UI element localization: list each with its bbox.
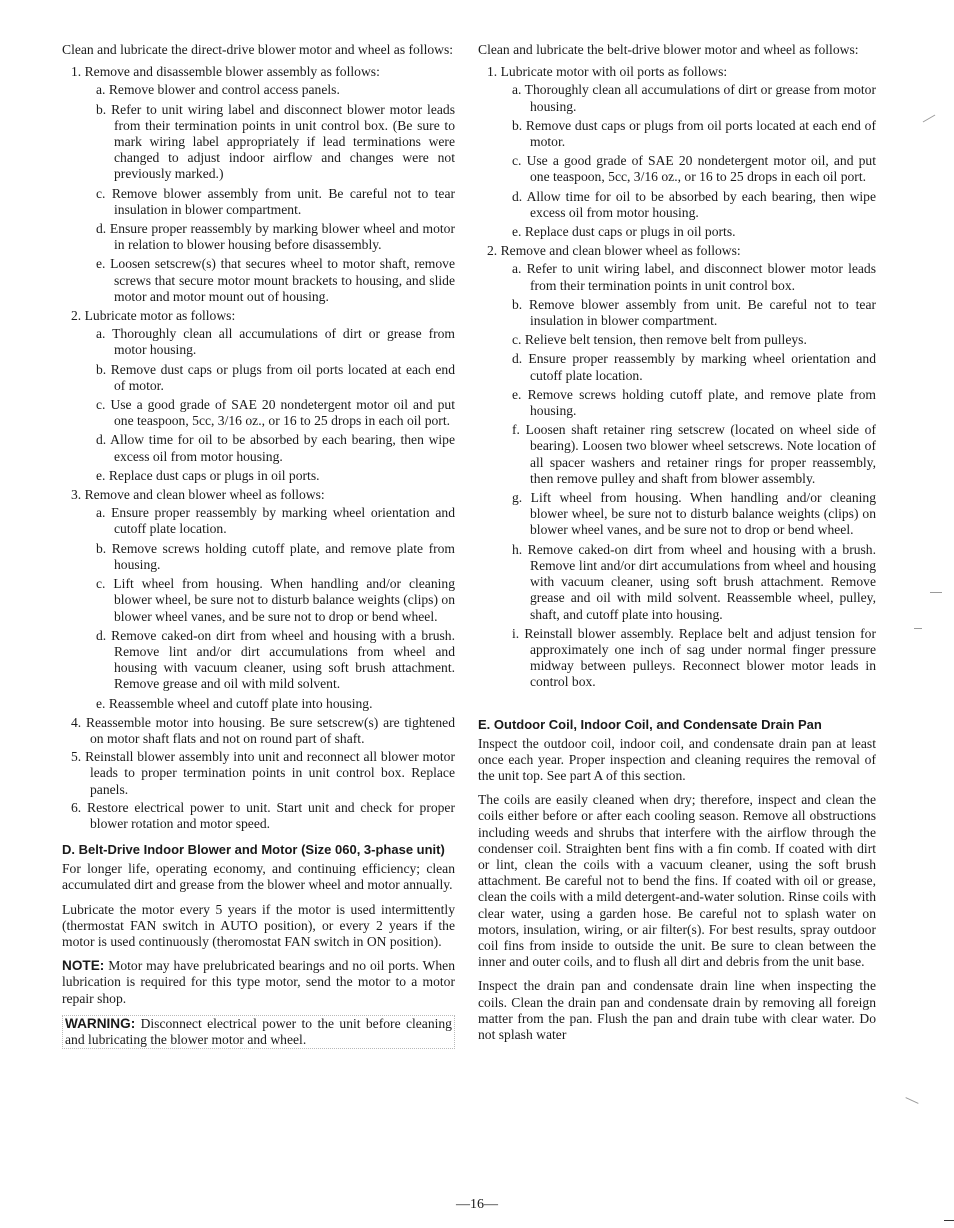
sub-step-text: Reinstall blower assembly. Replace belt and adjust tension for approximately one inch of sag under normal finger pressure midway between pulleys. Reconnect blower motor leads in control box. <box>524 625 876 690</box>
sub-step <box>478 153 876 185</box>
sub-step-letter: b. <box>96 361 107 377</box>
sub-step-text: Remove dust caps or plugs from oil ports located at each end of motor. <box>110 361 455 393</box>
sub-step-text: Use a good grade of SAE 20 nondetergent motor oil, and put one teaspoon, 5cc, 3/16 oz., or 16 to 25 drops in each oil port. <box>526 153 876 185</box>
sub-step <box>62 432 455 464</box>
sub-step-letter: a. <box>96 82 106 98</box>
step-text: Remove and clean blower wheel as follows: <box>84 487 325 503</box>
sub-step-text: Replace dust caps or plugs in oil ports. <box>524 224 736 240</box>
sub-step-text: Thoroughly clean all accumulations of dirt or grease from motor housing. <box>112 326 455 358</box>
sub-step-text: Reassemble wheel and cutoff plate into housing. <box>108 695 373 711</box>
note-text: Motor may have prelubricated bearings and no oil ports. When lubrication is required for this type motor, send the motor to a motor repair shop. <box>62 958 455 1006</box>
right-intro: Clean and lubricate the belt-drive blower motor and wheel as follows: <box>478 42 859 57</box>
sub-step <box>478 82 876 114</box>
sub-step-text: Thoroughly clean all accumulations of dirt or grease from motor housing. <box>524 82 877 114</box>
sub-step <box>478 118 876 150</box>
sub-step-text: Lift wheel from housing. When handling and/or cleaning blower wheel, be sure not to disturb balance weights (clips) on blower wheel vanes, and be sure not to drop or bend wheel. <box>113 576 456 624</box>
sub-step-text: Refer to unit wiring label, and disconnect blower motor leads from their termination points in unit control box. <box>526 261 876 293</box>
sub-step-text: Remove caked-on dirt from wheel and housing with a brush. Remove lint and/or dirt accumulations from wheel and housing with vacuum cleaner, using soft brush attachment. Remove grease and oil with mild solvent. <box>111 627 455 692</box>
note-label: NOTE: <box>62 958 105 974</box>
sub-step <box>62 505 455 537</box>
scan-mark <box>944 1220 954 1221</box>
sub-step-text: Remove screws holding cutoff plate, and remove plate from housing. <box>527 386 876 419</box>
sub-step <box>62 82 455 98</box>
left-intro: Clean and lubricate the direct-drive blower motor and wheel as follows: <box>62 42 454 57</box>
sub-step-text: Remove caked-on dirt from wheel and housing with a brush. Remove lint and/or dirt accumulations from wheel and housing with vacuum cleaner, using soft brush attachment. Remove grease and oil with mild solvent. Reassemble wheel, pulley, shaft, and cutoff plate into housing. <box>527 541 876 622</box>
numbered-step <box>62 749 455 798</box>
sub-step-letter: a. <box>512 82 522 98</box>
numbered-step <box>62 487 455 503</box>
sub-step <box>478 189 876 221</box>
sub-step-letter: c. <box>512 153 522 169</box>
sub-step-letter: d. <box>512 351 523 367</box>
numbered-step <box>62 308 455 324</box>
sub-step <box>478 261 876 293</box>
sub-step-letter: b. <box>512 117 523 133</box>
step-text: Restore electrical power to unit. Start unit and check for proper blower rotation and motor speed. <box>87 799 455 831</box>
sub-step-text: Remove blower assembly from unit. Be careful not to tear insulation in blower compartment. <box>111 185 455 217</box>
sub-step-letter: e. <box>96 256 106 272</box>
sub-step <box>62 326 455 358</box>
section-e-paragraph-1: Inspect the outdoor coil, indoor coil, and condensate drain pan at least once each year. Proper inspection and cleaning requires the removal of the unit top. See part A of this section. <box>478 735 876 783</box>
sub-step <box>62 362 455 394</box>
sub-step-text: Ensure proper reassembly by marking wheel orientation and cutoff plate location. <box>111 505 455 537</box>
sub-step-letter: b. <box>512 296 523 312</box>
warning-box <box>62 1015 455 1049</box>
sub-step-letter: a. <box>512 261 522 277</box>
sub-step <box>478 490 876 539</box>
sub-step-letter: h. <box>512 541 523 557</box>
sub-step-letter: c. <box>96 185 106 201</box>
sub-step-text: Lift wheel from housing. When handling and/or cleaning blower wheel, be sure not to disturb balance weights (clips) on blower wheel vanes, and be sure not to drop or bend wheel. <box>530 490 877 538</box>
sub-step <box>478 224 876 240</box>
sub-step <box>62 628 455 693</box>
warning-label: WARNING: <box>65 1015 136 1031</box>
sub-step-letter: b. <box>96 101 107 117</box>
sub-step-text: Ensure proper reassembly by marking blower wheel and motor in relation to blower housing before disassembly. <box>109 221 456 253</box>
sub-step-letter: c. <box>96 576 106 592</box>
sub-step-letter: e. <box>96 467 106 483</box>
step-text: Remove and disassemble blower assembly as follows: <box>84 64 380 80</box>
sub-step-letter: b. <box>96 540 107 556</box>
sub-step <box>478 387 876 419</box>
sub-step-letter: d. <box>512 188 523 204</box>
sub-step-text: Allow time for oil to be absorbed by each bearing, then wipe excess oil from motor housing. <box>526 188 876 220</box>
numbered-step <box>62 64 455 80</box>
step-text: Lubricate motor with oil ports as follows: <box>500 64 728 80</box>
section-d-heading: D. Belt-Drive Indoor Blower and Motor (Size 060, 3-phase unit) <box>62 842 445 858</box>
sub-step-text: Remove blower and control access panels. <box>108 82 340 98</box>
step-number: 1. <box>487 64 498 80</box>
scan-mark <box>905 1097 918 1104</box>
sub-step-text: Loosen shaft retainer ring setscrew (located on wheel side of bearing). Loosen two blower wheel setscrews. Note location of all spacer washers and retainer rings for proper reassembly, then remove pulley and shaft from blower assembly. <box>525 422 876 486</box>
section-e-paragraph-2: The coils are easily cleaned when dry; therefore, inspect and clean the coils either before or after each cooling season. Remove all obstructions including weeds and shrubs that interfere with the airflow through the condenser coil. Straighten bent fins with a fin comb. If coated with dirt or lint, clean the coils with a vacuum cleaner, using the soft brush attachment. Be careful not to bend the fins. If coated with oil or grease, clean the coils with a mild detergent-and-water solution. Rinse coils with clear water, using a garden hose. Be careful not to splash water on motors, insulation, wiring, or air filter(s). For best results, spray outdoor coil fins from inside to outside the unit. Be sure to clean between the inner and outer coils, and to flush all dirt and debris from the unit base. <box>478 792 876 970</box>
note-paragraph <box>62 958 455 1007</box>
scan-mark <box>923 115 936 123</box>
sub-step-letter: a. <box>96 326 106 342</box>
sub-step-text: Relieve belt tension, then remove belt from pulleys. <box>524 332 807 348</box>
step-text: Reassemble motor into housing. Be sure setscrew(s) are tightened on motor shaft flats and not on round part of shaft. <box>85 714 455 746</box>
sub-step <box>62 102 455 183</box>
sub-step <box>478 297 876 329</box>
sub-step-letter: d. <box>96 627 107 643</box>
sub-step-letter: e. <box>512 386 522 402</box>
sub-step-text: Allow time for oil to be absorbed by each bearing, then wipe excess oil from motor housing. <box>110 432 455 464</box>
sub-step-text: Remove screws holding cutoff plate, and remove plate from housing. <box>111 540 455 572</box>
sub-step-letter: d. <box>96 221 107 237</box>
step-number: 6. <box>71 799 82 815</box>
numbered-step <box>478 64 876 80</box>
section-e-paragraph-3: Inspect the drain pan and condensate drain line when inspecting the coils. Clean the drain pan and condensate drain by removing all foreign matter from the pan. Flush the pan and drain tube with clear water. Do not splash water <box>478 978 876 1042</box>
sub-step-text: Loosen setscrew(s) that secures wheel to motor shaft, remove screws that secure motor mount brackets to housing, and slide motor and motor mount out of housing. <box>110 256 456 304</box>
step-number: 5. <box>71 749 82 765</box>
sub-step <box>62 221 455 253</box>
sub-step <box>478 626 876 691</box>
section-d-paragraph-1: For longer life, operating economy, and continuing efficiency; clean accumulated dirt and grease from the blower wheel and motor annually. <box>62 861 455 893</box>
sub-step <box>62 541 455 573</box>
step-number: 2. <box>71 308 82 324</box>
scan-mark <box>914 628 922 629</box>
step-text: Reinstall blower assembly into unit and reconnect all blower motor leads to proper termination points in unit control box. Replace panels. <box>85 749 455 797</box>
left-column <box>62 42 455 1049</box>
sub-step-text: Replace dust caps or plugs in oil ports. <box>108 467 320 483</box>
section-d-paragraph-2: Lubricate the motor every 5 years if the motor is used intermittently (thermostat FAN switch in AUTO position), or every 2 years if the motor is used continuously (theromostat FAN switch in ON position). <box>62 901 455 949</box>
right-steps-list <box>478 64 876 690</box>
page-number: —16— <box>456 1197 498 1212</box>
left-steps-list <box>62 64 455 832</box>
sub-step-text: Use a good grade of SAE 20 nondetergent motor oil and put one teaspoon, 5cc, 3/16 oz., or 16 to 25 drops in each oil port. <box>110 397 455 429</box>
sub-step-text: Ensure proper reassembly by marking wheel orientation and cutoff plate location. <box>528 351 876 383</box>
step-number: 2. <box>487 243 498 259</box>
sub-step-letter: d. <box>96 432 107 448</box>
sub-step <box>478 542 876 623</box>
sub-step <box>62 397 455 429</box>
sub-step-text: Remove dust caps or plugs from oil ports located at each end of motor. <box>525 117 876 150</box>
sub-step-letter: g. <box>512 490 523 506</box>
numbered-step <box>62 715 455 747</box>
sub-step <box>478 422 876 487</box>
section-e-heading: E. Outdoor Coil, Indoor Coil, and Condensate Drain Pan <box>478 716 822 732</box>
step-number: 3. <box>71 487 82 503</box>
sub-step <box>478 351 876 383</box>
sub-step-text: Remove blower assembly from unit. Be careful not to tear insulation in blower compartment. <box>529 296 876 329</box>
step-number: 1. <box>71 64 82 80</box>
sub-step-letter: i. <box>512 625 520 641</box>
sub-step-letter: e. <box>96 695 106 711</box>
right-column <box>478 42 876 1051</box>
sub-step <box>478 332 876 348</box>
sub-step <box>62 576 455 625</box>
step-number: 4. <box>71 714 82 730</box>
sub-step <box>62 696 455 712</box>
sub-step-letter: c. <box>96 397 106 413</box>
step-text: Lubricate motor as follows: <box>84 308 236 324</box>
step-text: Remove and clean blower wheel as follows: <box>500 243 741 259</box>
sub-step-letter: f. <box>512 422 520 438</box>
sub-step-letter: a. <box>96 505 106 521</box>
scan-mark <box>930 592 942 593</box>
sub-step <box>62 468 455 484</box>
sub-step <box>62 186 455 218</box>
sub-step-letter: c. <box>512 332 522 348</box>
warning-text: Disconnect electrical power to the unit before cleaning and lubricating the blower motor and wheel. <box>65 1015 452 1047</box>
sub-step-letter: e. <box>512 224 522 240</box>
numbered-step <box>478 243 876 259</box>
sub-step-text: Refer to unit wiring label and disconnect blower motor leads from their termination points in unit control box. (Be sure to mark wiring label appropriately if lead terminations were changed to adjust indoor airflow and changes were not previously marked.) <box>111 101 455 182</box>
sub-step <box>62 256 455 305</box>
numbered-step <box>62 800 455 832</box>
